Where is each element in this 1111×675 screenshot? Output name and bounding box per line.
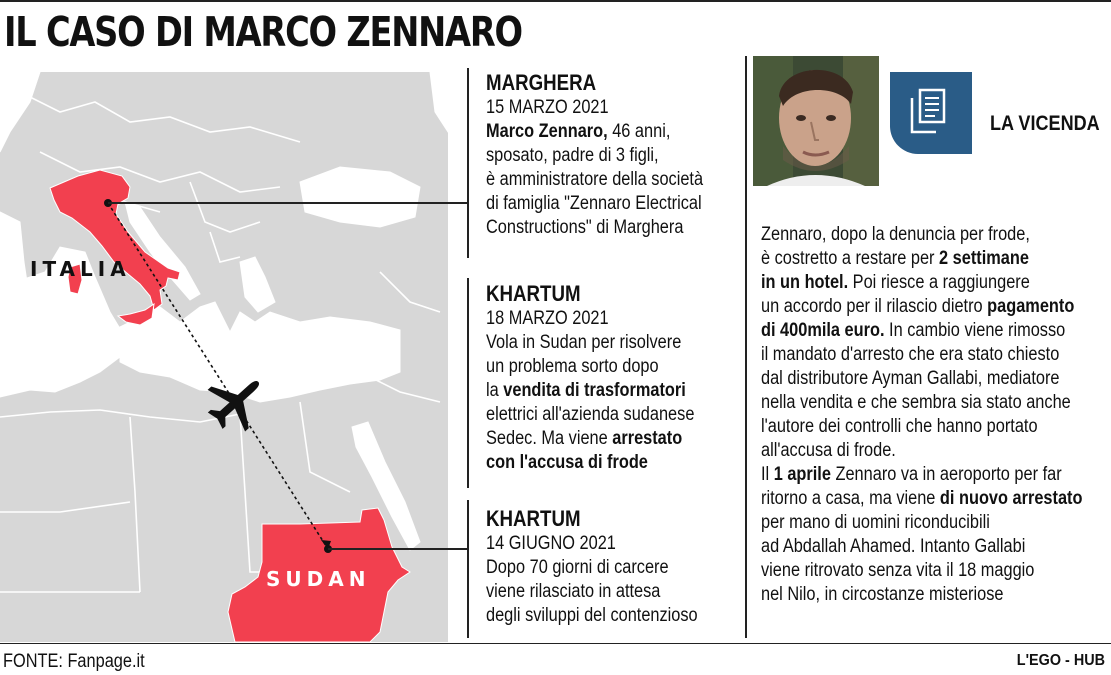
text-line: [761, 439, 1062, 463]
text-line: [761, 343, 1062, 367]
text-line: [761, 415, 1062, 439]
section-khartum-1: [486, 281, 741, 475]
text-run: Il: [761, 464, 774, 485]
map: [0, 72, 448, 642]
text-line: [761, 391, 1071, 415]
text-run: Constructions" di Marghera: [486, 217, 684, 238]
text-run: per mano di uomini riconducibili: [761, 512, 990, 533]
text-line: [486, 451, 705, 475]
bold-text: di 400mila euro.: [761, 320, 885, 341]
text-run: un accordo per il rilascio dietro: [761, 296, 988, 317]
sudan-label: SUDAN: [266, 567, 371, 591]
text-run: la: [486, 380, 504, 401]
text-line: [486, 604, 705, 628]
connector-khartum: [328, 548, 468, 550]
source-note: FONTE: Fanpage.it: [3, 651, 145, 672]
section-text: [486, 120, 741, 240]
text-run: viene rilasciato in attesa: [486, 581, 661, 602]
text-line: [486, 556, 705, 580]
vicenda-text: [761, 223, 1111, 607]
text-line: [486, 216, 705, 240]
text-run: nel Nilo, in circostanze misteriose: [761, 584, 1004, 605]
text-run: elettrici all'azienda sudanese: [486, 404, 695, 425]
text-run: all'accusa di frode.: [761, 440, 896, 461]
text-line: [761, 223, 1062, 247]
connector-marghera: [108, 202, 468, 204]
col-divider-3: [467, 500, 469, 638]
text-line: [761, 463, 1062, 487]
bold-text: in un hotel.: [761, 272, 849, 293]
bottom-rule: [0, 643, 1111, 644]
top-rule: [0, 0, 1111, 2]
text-line: [761, 487, 1083, 511]
text-run: di famiglia "Zennaro Electrical: [486, 193, 702, 214]
text-run: 46 anni,: [607, 121, 671, 142]
text-run: l'autore dei controlli che hanno portato: [761, 416, 1038, 437]
text-line: [486, 403, 705, 427]
text-run: il mandato d'arresto che era stato chiesto: [761, 344, 1060, 365]
text-line: [761, 295, 1075, 319]
text-line: [761, 583, 1062, 607]
text-line: [486, 192, 705, 216]
text-line: [486, 355, 705, 379]
section-text: [486, 556, 741, 628]
bold-text: arrestato: [612, 428, 683, 449]
page-title: IL CASO DI MARCO ZENNARO: [4, 8, 522, 56]
section-title: KHARTUM: [486, 281, 581, 306]
section-date: 18 MARZO 2021: [486, 308, 609, 329]
text-run: nella vendita e che sembra sia stato anche: [761, 392, 1071, 413]
section-title: KHARTUM: [486, 506, 581, 531]
vicenda-body: [761, 223, 1111, 607]
la-vicenda-label: LA VICENDA: [990, 112, 1100, 135]
text-run: degli sviluppi del contenzioso: [486, 605, 698, 626]
text-line: [761, 247, 1062, 271]
col-divider-1: [467, 68, 469, 258]
text-run: Zennaro va in aeroporto per far: [830, 464, 1062, 485]
col-divider-2: [467, 278, 469, 488]
text-line: [761, 511, 1062, 535]
text-run: è amministratore della società: [486, 169, 704, 190]
text-line: [761, 367, 1062, 391]
text-run: ritorno a casa, ma viene: [761, 488, 940, 509]
bold-text: 2 settimane: [939, 248, 1029, 269]
document-icon: [890, 72, 972, 154]
text-run: Zennaro, dopo la denuncia per frode,: [761, 224, 1030, 245]
bold-text: di nuovo arrestato: [939, 488, 1083, 509]
text-line: [761, 559, 1062, 583]
bold-text: con l'accusa di frode: [486, 452, 648, 473]
bold-text: vendita di trasformatori: [503, 380, 686, 401]
text-line: [761, 535, 1062, 559]
text-run: sposato, padre di 3 figli,: [486, 145, 659, 166]
text-line: [486, 379, 705, 403]
text-run: ad Abdallah Ahamed. Intanto Gallabi: [761, 536, 1026, 557]
text-line: [761, 271, 1062, 295]
text-run: Sedec. Ma viene: [486, 428, 613, 449]
text-run: dal distributore Ayman Gallabi, mediatore: [761, 368, 1060, 389]
text-line: [761, 319, 1066, 343]
text-run: Dopo 70 giorni di carcere: [486, 557, 669, 578]
section-date: 15 MARZO 2021: [486, 97, 609, 118]
text-line: [486, 427, 705, 451]
section-text: [486, 331, 741, 475]
text-run: viene ritrovato senza vita il 18 maggio: [761, 560, 1035, 581]
text-line: [486, 580, 705, 604]
bold-text: pagamento: [987, 296, 1075, 317]
text-line: [486, 144, 705, 168]
text-line: [486, 168, 705, 192]
credit-label: L'EGO - HUB: [1016, 652, 1105, 669]
vicenda-divider: [745, 56, 747, 638]
marco-zennaro-photo: [753, 56, 879, 186]
section-khartum-2: [486, 506, 741, 628]
section-title: MARGHERA: [486, 70, 597, 95]
section-date: 14 GIUGNO 2021: [486, 533, 616, 554]
text-run: è costretto a restare per: [761, 248, 940, 269]
text-line: [486, 120, 705, 144]
text-run: Poi riesce a raggiungere: [848, 272, 1030, 293]
text-line: [486, 331, 705, 355]
bold-text: Marco Zennaro,: [486, 121, 608, 142]
bold-text: 1 aprile: [773, 464, 831, 485]
section-marghera: [486, 70, 741, 240]
text-run: Vola in Sudan per risolvere: [486, 332, 682, 353]
text-run: un problema sorto dopo: [486, 356, 659, 377]
italia-label: ITALIA: [30, 257, 131, 281]
text-run: In cambio viene rimosso: [884, 320, 1066, 341]
